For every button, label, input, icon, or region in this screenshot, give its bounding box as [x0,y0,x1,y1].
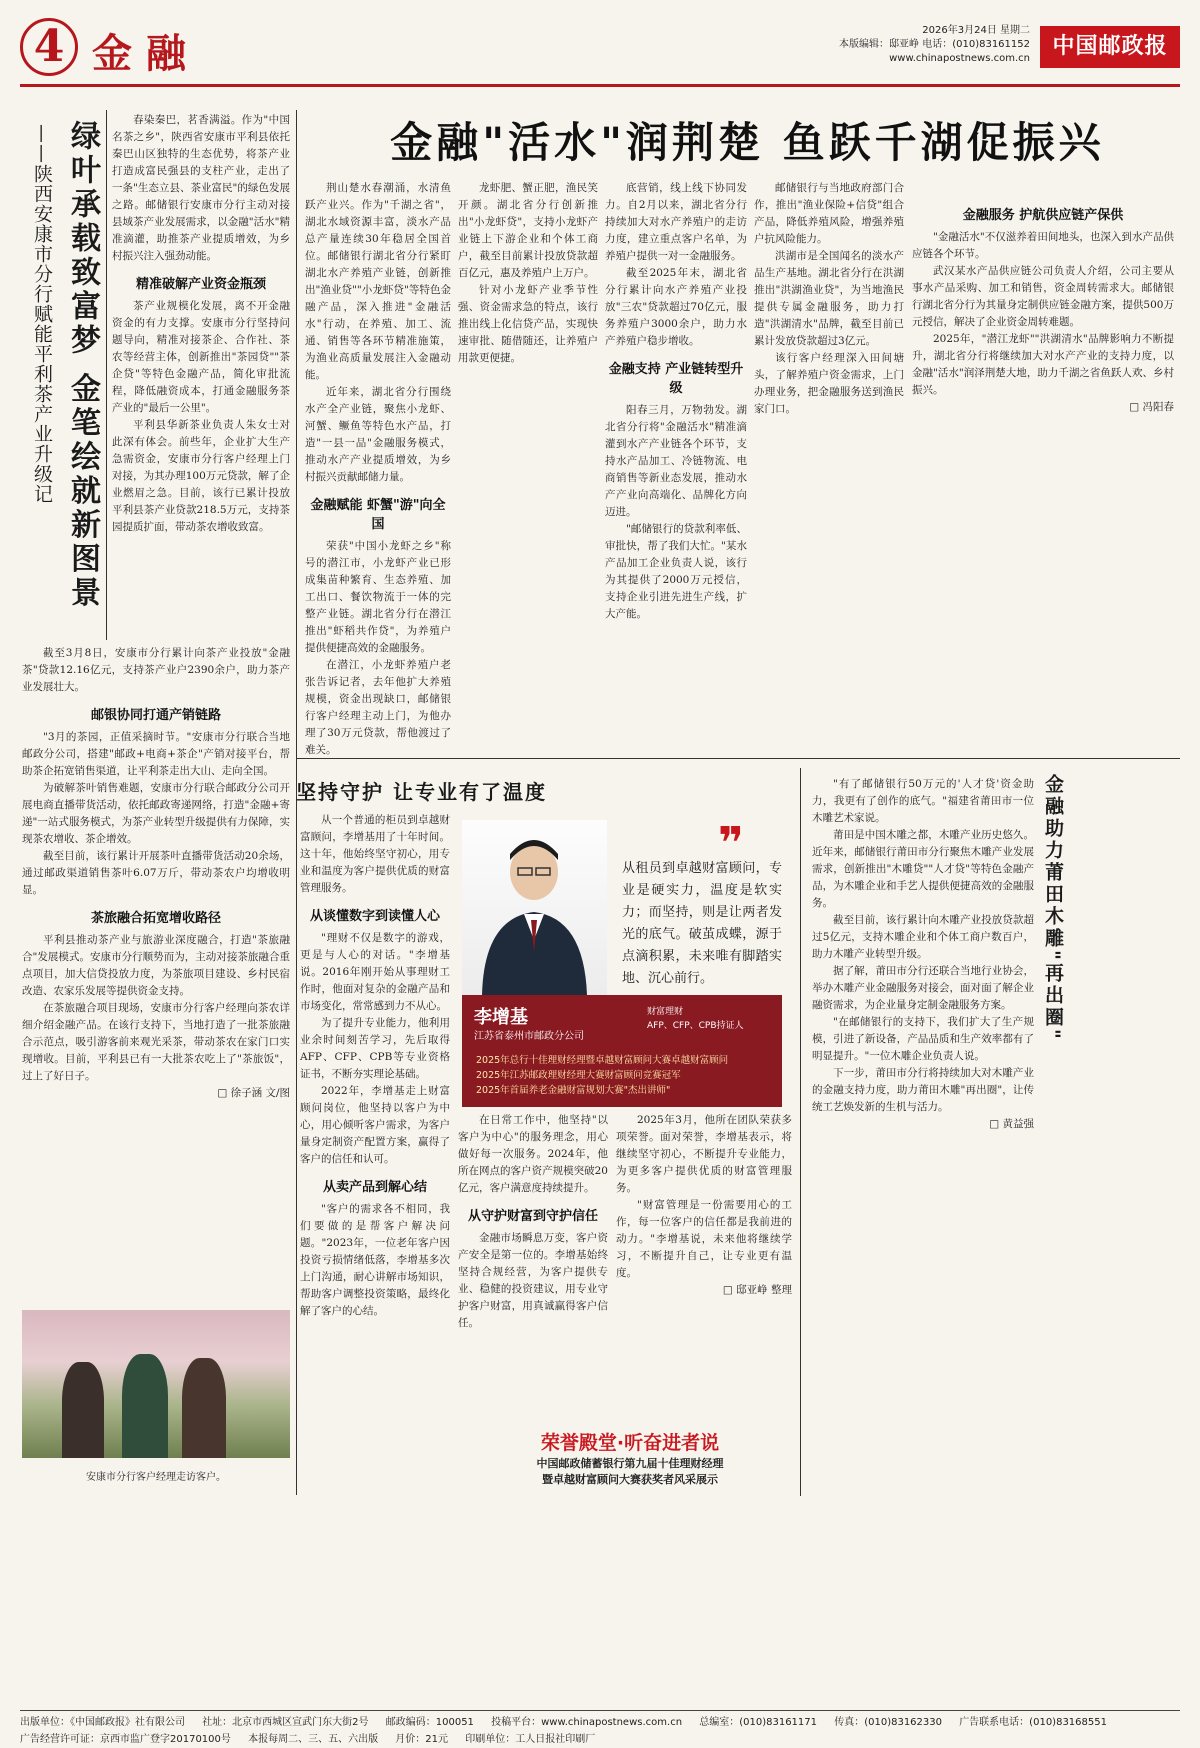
feature-title: 坚持守护 让专业有了温度 [296,780,547,804]
paragraph: 2022年，李增基走上财富顾问岗位，他坚持以客户为中心，用心倾听客户需求，为客户量身定制资产配置方案，赢得了客户的信任和认可。 [300,1085,450,1165]
date-line: 2026年3月24日 星期二 [922,25,1030,36]
footer-item: 社址：北京市西城区宣武门东大街2号 [202,1717,369,1728]
main-article-col-5 [912,196,1174,736]
section-heading: 从谈懂数字到读懂人心 [309,909,440,924]
award-item: 2025年总行十佳理财经理暨卓越财富顾问大赛卓越财富顾问 [476,1055,729,1066]
footer-item[interactable]: 投稿平台：www.chinapostnews.com.cn [491,1717,683,1728]
main-article-col-3 [605,180,747,730]
paragraph: 截至目前，该行累计开展茶叶直播带货活动20余场，通过邮政渠道销售茶叶6.07万斤，带动茶农户均增收明显。 [22,850,290,896]
person-certs: AFP、CFP、CPB持证人 [647,1021,744,1031]
paragraph: 截至3月8日，安康市分行累计向茶产业投放"金融茶"贷款12.16亿元，支持茶产业户2390余户，助力茶产业发展壮大。 [22,647,290,693]
feature-quote: 从租员到卓越财富顾问，专业是硬实力，温度是软实力；而坚持，则是让两者发光的底气。破茧成蝶，源于点滴积累，未来唯有脚踏实地、沉心前行。 [622,861,782,986]
paragraph: 洪湖市是全国闻名的淡水产品生产基地。湖北省分行在洪湖推出"洪湖渔业贷"，为当地渔民提供专属金融服务，助力打造"洪湖清水"品牌，截至目前已累计发放贷款超过3亿元。 [754,250,904,347]
footer-item: 邮政编码：100051 [385,1717,474,1728]
banner-line-2: 暨卓越财富顾问大赛获奖者风采展示 [542,1473,718,1486]
paragraph: "邮储银行的贷款利率低、审批快，帮了我们大忙。"某水产品加工企业负责人说，该行为其提供了2000万元授信，支持企业引进先进生产线，扩大产能。 [605,523,747,620]
paragraph: 近年来，湖北省分行围绕水产全产业链，聚焦小龙虾、河蟹、鳜鱼等特色水产品，打造"一县一品"金融服务模式，推动水产产业提质增效，为乡村振兴贡献邮储力量。 [305,386,451,483]
footer-item: 广告联系电话：(010)83168551 [959,1717,1107,1728]
person-awards [476,1053,728,1098]
paragraph: 底营销，线上线下协同发力。自2月以来，湖北省分行持续加大对水产养殖户的走访力度，建立重点客户名单，为养殖户提供一对一金融服务。 [605,182,747,262]
paragraph: 荣获"中国小龙虾之乡"称号的潜江市，小龙虾产业已形成集苗种繁育、生态养殖、加工出口、餐饮物流于一体的完整产业链。湖北省分行在潜江推出"虾稻共作贷"，为养殖户提供便捷高效的金融服务。 [305,540,451,654]
section-heading: 精准破解产业资金瓶颈 [135,277,266,292]
paragraph: 2025年，"潜江龙虾""洪湖清水"品牌影响力不断提升，湖北省分行将继续加大对水产产业的支持力度，以金融"活水"润泽荆楚大地，助力千湖之省鱼跃人欢、乡村振兴。 [912,333,1174,396]
footer-item: 总编室：(010)83161171 [699,1717,818,1728]
site-url[interactable]: www.chinapostnews.com.cn [889,53,1030,64]
column-divider [106,110,107,640]
section-heading: 从卖产品到解心结 [322,1180,427,1195]
paragraph: 在日常工作中，他坚持"以客户为中心"的服务理念，用心做好每一次服务。2024年，他所在网点的客户资产规模突破20亿元，客户满意度持续提升。 [458,1114,608,1194]
section-title: 金融 [92,31,200,77]
footer [20,1710,1180,1748]
masthead-rule [20,84,1180,87]
paragraph: 莆田是中国木雕之都，木雕产业历史悠久。近年来，邮储银行莆田市分行聚焦木雕产业发展需求，创新推出"木雕贷""人才贷"等特色金融产品，为木雕企业和手艺人提供便捷高效的金融服务。 [812,829,1034,909]
paragraph: "金融活水"不仅滋养着田间地头，也深入到水产品供应链各个环节。 [912,231,1174,260]
banner-line-1: 中国邮政储蓄银行第九届十佳理财经理 [536,1457,724,1470]
paragraph: 在潜江，小龙虾养殖户老张告诉记者，去年他扩大养殖规模，资金出现缺口，邮储银行客户经理主动上门，为他办理了30万元贷款，帮他渡过了难关。 [305,659,451,756]
main-article-col-2 [458,180,598,730]
paragraph: 茶产业规模化发展，离不开金融资金的有力支撑。安康市分行坚持问题导向，精准对接茶企、合作社、茶农等经营主体，创新推出"茶园贷""茶企贷"等特色金融产品，简化审批流程，降低融资成本，打通金融服务茶产业的"最后一公里"。 [112,300,290,414]
person-role [647,1005,744,1033]
paragraph: 据了解，莆田市分行还联合当地行业协会，举办木雕产业金融服务对接会，面对面了解企业融资需求，为企业量身定制金融服务方案。 [812,965,1034,1011]
column-divider [800,768,801,1496]
honor-banner [470,1428,790,1490]
paragraph: 为了提升专业能力，他利用业余时间刻苦学习，先后取得AFP、CFP、CPB等专业资格证书，不断夯实理论基础。 [300,1017,450,1080]
section-heading: 金融支持 产业链转型升级 [608,362,744,396]
feature-col-1 [300,812,450,1422]
paragraph: 下一步，莆田市分行将持续加大对木雕产业的金融支持力度，助力莆田木雕"再出圈"，让传统工艺焕发新的生机与活力。 [812,1067,1034,1113]
person-figure [182,1358,226,1458]
paragraph: "理财不仅是数字的游戏，更是与人心的对话。"李增基说。2016年刚开始从事理财工作时，他面对复杂的金融产品和市场变化，常常感到力不从心。 [300,932,450,1012]
masthead [20,18,1180,80]
award-item: 2025年江苏邮政理财经理大赛财富顾问竞赛冠军 [476,1070,681,1081]
paragraph: 龙虾肥、蟹正肥，渔民笑开颜。湖北省分行创新推出"小龙虾贷"，支持小龙虾产业链上下游企业和个体工商户，截至目前累计投放贷款超百亿元，惠及养殖户上万户。 [458,182,598,279]
person-org: 江苏省泰州市邮政分公司 [474,1031,584,1042]
person-portrait [462,820,607,995]
paragraph: 该行客户经理深入田间塘头，了解养殖户资金需求，上门办理业务，把金融服务送到渔民家门口。 [754,352,904,415]
footer-item: 出版单位：《中国邮政报》社有限公司 [20,1717,185,1728]
byline: □ 冯阳春 [1129,401,1174,413]
person-namecard [462,995,782,1107]
section-heading: 从守护财富到守护信任 [467,1209,598,1224]
byline: □ 徐子涵 文/图 [217,1087,290,1099]
paragraph: 为破解茶叶销售难题，安康市分行联合邮政分公司开展电商直播带货活动，依托邮政寄递网络，打造"金融+寄递"一站式服务模式，为茶产业转型升级提供有力保障，实现茶农增收、茶企增效。 [22,782,290,845]
paragraph: 从一个普通的柜员到卓越财富顾问，李增基用了十年时间。这十年，他始终坚守初心，用专业和温度为客户提供优质的财富管理服务。 [300,814,450,894]
photo-caption: 安康市分行客户经理走访客户。 [86,1472,226,1483]
paragraph: 针对小龙虾产业季节性强、资金需求急的特点，该行推出线上化信贷产品，实现快速审批、随借随还，让养殖户用款更便捷。 [458,284,598,364]
masthead-meta [839,24,1030,66]
byline: □ 黄益强 [989,1118,1034,1130]
page-number: 4 [20,18,78,76]
paragraph: 武汉某水产品供应链公司负责人介绍，公司主要从事水产品采购、加工和销售，资金周转需求大。邮储银行湖北省分行为其量身定制供应链金融方案，提供500万元授信，解决了企业资金周转难题。 [912,265,1174,328]
person-figure [62,1362,104,1458]
byline: □ 邸亚峥 整理 [722,1284,792,1296]
main-article-title: 金融"活水"润荆楚 鱼跃千湖促振兴 [390,118,1105,167]
section-heading: 金融服务 护航供应链产保供 [962,208,1124,223]
main-article-col-4 [754,180,904,730]
quote-mark-icon: ❞ [718,818,744,869]
footer-item: 月价：21元 [395,1734,449,1745]
paragraph: 邮储银行与当地政府部门合作，推出"渔业保险+信贷"组合产品，降低养殖风险，增强养殖户抗风险能力。 [754,182,904,245]
editor-line: 本版编辑：邸亚峥 电话：(010)83161152 [839,39,1030,50]
paragraph: 2025年3月，他所在团队荣获多项荣誉。面对荣誉，李增基表示，将继续坚守初心，不断提升专业能力，为更多客户提供优质的财富管理服务。 [616,1114,792,1194]
paragraph: 平利县推动茶产业与旅游业深度融合，打造"茶旅融合"发展模式。安康市分行顺势而为，主动对接茶旅融合重点项目，加大信贷投放力度，为茶旅项目建设、乡村民宿改造、农家乐发展等提供资金支持。 [22,934,290,997]
footer-item: 印刷单位：工人日报社印刷厂 [465,1734,596,1745]
feature-col-2 [458,1112,608,1422]
horizontal-divider [296,758,1180,759]
paragraph: 荆山楚水春潮涌，水清鱼跃产业兴。作为"千湖之省"，湖北水域资源丰富，淡水产品总产量连续30年稳居全国首位。邮储银行湖北省分行紧盯湖北水产养殖产业链，创新推出"渔业贷""小龙虾贷"等特色金融产品，深入推进"金融活水"行动，在养殖、加工、流通、销售等各环节精准施策，为渔业高质量发展注入金融动能。 [305,182,451,381]
paragraph: 在茶旅融合项目现场，安康市分行客户经理向茶农详细介绍金融产品。在该行支持下，当地打造了一批茶旅融合示范点，吸引游客前来观光采茶，带动茶农在家门口实现增收。目前，平利县已有一大批茶农吃上了"茶旅饭"，过上了好日子。 [22,1002,290,1082]
paragraph: 春染秦巴，茗香满溢。作为"中国名茶之乡"，陕西省安康市平利县依托秦巴山区独特的生态优势，将茶产业打造成富民强县的支柱产业，走出了一条"生态立县、茶业富民"的绿色发展之路。邮储银行安康市分行主动对接县域茶产业发展需求，以金融"活水"精准滴灌，助推茶产业提质增效，为乡村振兴注入强劲动能。 [112,114,290,262]
feature-col-3 [616,1112,792,1422]
newspaper-logo: 中国邮政报 [1040,26,1180,68]
paragraph: 截至目前，该行累计向木雕产业投放贷款超过5亿元，支持木雕企业和个体工商户数百户，助力木雕产业转型升级。 [812,914,1034,960]
footer-item: 广告经营许可证：京西市监广登字20170100号 [20,1734,231,1745]
footer-item: 本报每周二、三、五、六出版 [248,1734,379,1745]
paragraph: 金融市场瞬息万变，客户资产安全是第一位的。李增基始终坚持合规经营，为客户提供专业、稳健的投资建议，用专业守护客户财富，用真诚赢得客户信任。 [458,1232,608,1329]
footer-item: 传真：(010)83162330 [834,1717,942,1728]
section-heading: 茶旅融合拓宽增收路径 [90,911,221,926]
portrait-figure-icon [462,820,607,995]
left-article-title: 绿叶承载致富梦 金笔绘就新图景 [65,120,100,611]
paragraph: "财富管理是一份需要用心的工作，每一位客户的信任都是我前进的动力。"李增基说，未来他将继续学习，不断提升自己，让专业更有温度。 [616,1199,792,1279]
person-figure [122,1354,168,1458]
right-article-col [812,776,1034,1488]
left-article-col-2 [22,645,290,1300]
left-article-headline [22,120,102,640]
right-article-title: 金融助力莆田木雕"再出圈" [1042,774,1064,1042]
main-article-col-1 [305,180,451,756]
footer-line-1 [20,1714,1180,1731]
paragraph: "有了邮储银行50万元的'人才贷'资金助力，我更有了创作的底气。"福建省莆田市一位木雕艺术家说。 [812,778,1034,824]
paragraph: 平利县华新茶业负责人朱女士对此深有体会。前些年，企业扩大生产急需资金，安康市分行客户经理上门对接，为其办理100万元贷款，解了企业燃眉之急。目前，该行已累计投放平利县茶产业贷款218.5万元，支持茶园提质扩面，带动茶农增收致富。 [112,419,290,533]
paragraph: 阳春三月，万物勃发。湖北省分行将"金融活水"精准滴灌到水产产业链各个环节，支持水产品加工、冷链物流、电商销售等新业态发展，推动水产产业向高端化、品牌化方向迈进。 [605,404,747,518]
left-article-subtitle: ——陕西安康市分行赋能平利茶产业升级记 [31,124,53,504]
section-heading: 金融赋能 虾蟹"游"向全国 [310,498,446,532]
banner-title: 荣誉殿堂·听奋进者说 [540,1432,720,1454]
left-article-photo [22,1310,290,1458]
footer-line-2 [20,1731,1180,1748]
paragraph: "在邮储银行的支持下，我们扩大了生产规模，引进了新设备，产品品质和生产效率都有了明显提升。"一位木雕企业负责人说。 [812,1016,1034,1062]
paragraph: 截至2025年末，湖北省分行累计向水产养殖产业投放"三农"贷款超过70亿元，服务养殖户3000余户，助力水产养殖户稳步增收。 [605,267,747,347]
person-role-title: 财富理财 [647,1007,684,1017]
paragraph: "客户的需求各不相同，我们要做的是帮客户解决问题。"2023年，一位老年客户因投资亏损情绪低落，李增基多次上门沟通，耐心讲解市场知识，帮助客户调整投资策略，最终化解了客户的心结。 [300,1203,450,1317]
paragraph: "3月的茶园，正值采摘时节。"安康市分行联合当地邮政分公司，搭建"邮政+电商+茶企"产销对接平台，帮助茶企拓宽销售渠道，让平利茶走出大山、走向全国。 [22,731,290,777]
section-heading: 邮银协同打通产销链路 [90,708,221,723]
person-name: 李增基 [474,1007,528,1028]
left-article-col-1 [112,112,290,642]
award-item: 2025年首届养老金融财富规划大赛"杰出讲师" [476,1085,671,1096]
